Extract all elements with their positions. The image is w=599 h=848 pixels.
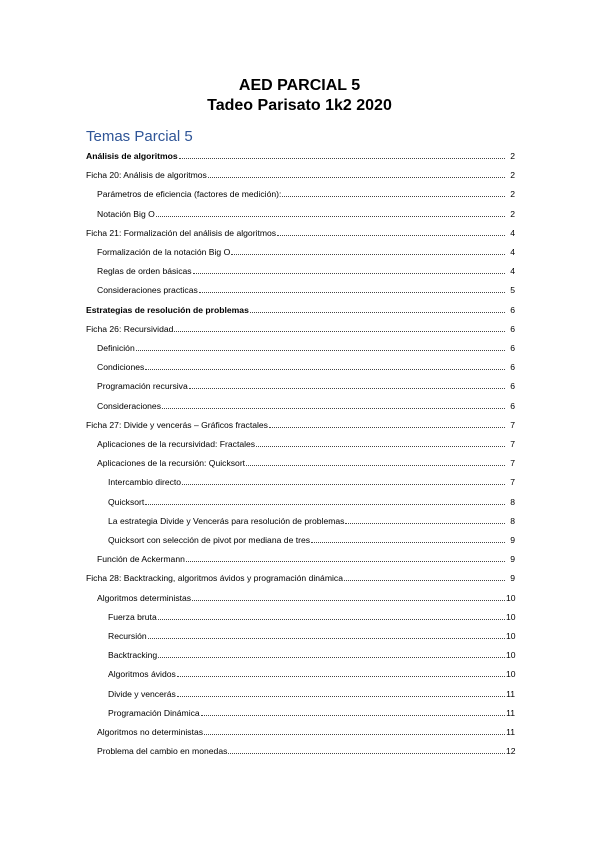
toc-entry[interactable] xyxy=(86,321,515,335)
toc-leader-dots xyxy=(282,195,505,197)
toc-entry[interactable] xyxy=(97,282,515,296)
toc-entry-page-number: 10 xyxy=(506,611,516,622)
toc-entry-page-number: 11 xyxy=(506,727,515,737)
toc-entry[interactable] xyxy=(97,263,515,277)
toc-entry-label: Consideraciones practicas xyxy=(97,285,198,296)
toc-leader-dots xyxy=(145,368,505,370)
toc-leader-dots xyxy=(158,656,505,658)
toc-entry-label: Fuerza bruta xyxy=(108,611,157,622)
toc-entry-label: Notación Big O xyxy=(97,208,155,219)
toc-entry-label: Divide y vencerás xyxy=(108,688,176,699)
toc-entry-label: Recursión xyxy=(108,631,147,641)
toc-entry-page-number: 11 xyxy=(506,707,515,718)
toc-entry[interactable] xyxy=(97,743,515,757)
toc-entry[interactable] xyxy=(108,494,515,508)
toc-entry[interactable] xyxy=(97,551,515,565)
toc-entry[interactable] xyxy=(86,148,515,162)
toc-entry-label: Ficha 21: Formalización del análisis de algoritmos xyxy=(86,227,277,238)
toc-entry-label: Quicksort con selección de pivot por mediana de tres xyxy=(108,535,311,545)
toc-entry-page-number: 10 xyxy=(506,631,516,641)
toc-entry-page-number: 7 xyxy=(510,419,515,430)
toc-leader-dots xyxy=(177,695,505,697)
toc-leader-dots xyxy=(204,733,505,735)
toc-entry[interactable] xyxy=(86,417,515,431)
toc-leader-dots xyxy=(158,618,505,620)
toc-entry-page-number: 6 xyxy=(510,343,515,353)
toc-entry-label: Función de Ackermann xyxy=(97,554,185,565)
toc-leader-dots xyxy=(201,714,505,716)
toc-entry-page-number: 11 xyxy=(506,688,515,699)
toc-heading: Temas Parcial 5 xyxy=(86,128,193,145)
toc-entry-page-number: 2 xyxy=(510,170,515,181)
toc-entry-label: Ficha 26: Recursividad xyxy=(86,323,174,334)
toc-leader-dots xyxy=(311,541,505,543)
toc-leader-dots xyxy=(156,215,505,217)
toc-leader-dots xyxy=(148,637,505,639)
toc-entry-label: Ficha 20: Análisis de algoritmos xyxy=(86,170,207,181)
toc-entry-label: Ficha 27: Divide y vencerás – Gráficos fractales xyxy=(86,419,268,430)
toc-leader-dots xyxy=(344,579,505,581)
toc-entry-page-number: 7 xyxy=(510,458,515,469)
toc-entry-page-number: 7 xyxy=(510,439,515,449)
toc-entry-page-number: 4 xyxy=(510,247,515,257)
toc-entry[interactable] xyxy=(97,436,515,450)
toc-entry-label: Definición xyxy=(97,343,135,353)
toc-entry-label: Reglas de orden básicas xyxy=(97,266,192,277)
toc-entry-page-number: 6 xyxy=(510,400,515,411)
toc-entry-page-number: 12 xyxy=(506,746,516,757)
toc-entry-label: Ficha 28: Backtracking, algoritmos ávidos y programación dinámica xyxy=(86,573,343,584)
toc-entry[interactable] xyxy=(86,302,515,316)
toc-entry[interactable] xyxy=(108,705,515,719)
toc-entry[interactable] xyxy=(97,359,515,373)
toc-leader-dots xyxy=(193,272,505,274)
toc-leader-dots xyxy=(145,503,505,505)
toc-leader-dots xyxy=(199,291,505,293)
toc-entry-page-number: 10 xyxy=(506,592,516,603)
toc-entry-page-number: 10 xyxy=(506,650,516,661)
toc-entry[interactable] xyxy=(97,398,515,412)
toc-entry[interactable] xyxy=(97,244,515,258)
toc-leader-dots xyxy=(177,675,505,677)
toc-entry-page-number: 8 xyxy=(510,515,515,526)
toc-entry-page-number: 9 xyxy=(510,535,515,545)
toc-leader-dots xyxy=(186,560,505,562)
toc-leader-dots xyxy=(231,253,505,255)
toc-entry-page-number: 6 xyxy=(510,323,515,334)
toc-entry-label: Algoritmos ávidos xyxy=(108,669,176,680)
toc-entry-label: La estrategia Divide y Vencerás para resolución de problemas xyxy=(108,515,345,526)
toc-entry[interactable] xyxy=(108,474,515,488)
toc-entry-label: Algoritmos no deterministas xyxy=(97,727,204,737)
toc-leader-dots xyxy=(162,407,505,409)
toc-entry-page-number: 7 xyxy=(510,477,515,488)
toc-leader-dots xyxy=(345,522,505,524)
toc-entry[interactable] xyxy=(108,628,515,642)
toc-entry-label: Programación Dinámica xyxy=(108,707,200,718)
toc-leader-dots xyxy=(182,483,505,485)
toc-entry-page-number: 10 xyxy=(506,669,516,680)
toc-leader-dots xyxy=(269,426,505,428)
toc-entry[interactable] xyxy=(108,666,515,680)
toc-entry-page-number: 9 xyxy=(510,554,515,565)
toc-leader-dots xyxy=(277,234,505,236)
toc-leader-dots xyxy=(179,157,505,159)
toc-entry-page-number: 4 xyxy=(510,227,515,238)
toc-entry-page-number: 5 xyxy=(510,285,515,296)
toc-entry-label: Intercambio directo xyxy=(108,477,182,488)
toc-entry-label: Parámetros de eficiencia (factores de medición): xyxy=(97,189,282,200)
toc-leader-dots xyxy=(208,176,505,178)
toc-entry[interactable] xyxy=(108,609,515,623)
toc-entry[interactable] xyxy=(86,570,515,584)
toc-entry[interactable] xyxy=(108,513,515,527)
toc-entry-label: Aplicaciones de la recursividad: Fractales xyxy=(97,439,256,449)
toc-entry[interactable] xyxy=(86,225,515,239)
toc-entry-page-number: 2 xyxy=(510,189,515,200)
document-title: AED PARCIAL 5 xyxy=(238,77,361,94)
toc-entry-page-number: 8 xyxy=(510,496,515,507)
toc-leader-dots xyxy=(256,445,505,447)
toc-entry[interactable] xyxy=(108,532,515,546)
toc-entry-label: Formalización de la notación Big O xyxy=(97,247,231,257)
toc-entry-page-number: 6 xyxy=(510,362,515,373)
toc-entry[interactable] xyxy=(97,378,515,392)
toc-entry-page-number: 4 xyxy=(510,266,515,277)
toc-entry[interactable] xyxy=(97,186,515,200)
toc-leader-dots xyxy=(192,599,505,601)
toc-leader-dots xyxy=(250,311,505,313)
toc-entry-label: Backtracking xyxy=(108,650,158,661)
toc-entry-label: Quicksort xyxy=(108,496,145,507)
toc-entry-page-number: 9 xyxy=(510,573,515,584)
toc-entry[interactable] xyxy=(97,206,515,220)
toc-entry-page-number: 6 xyxy=(510,381,515,392)
toc-entry-label: Análisis de algoritmos xyxy=(86,151,178,161)
toc-entry-page-number: 2 xyxy=(510,151,515,161)
toc-leader-dots xyxy=(246,464,505,466)
toc-entry[interactable] xyxy=(108,647,515,661)
toc-entry-label: Aplicaciones de la recursión: Quicksort xyxy=(97,458,246,469)
toc-entry[interactable] xyxy=(108,686,515,700)
toc-leader-dots xyxy=(189,387,505,389)
toc-leader-dots xyxy=(228,752,505,754)
toc-entry[interactable] xyxy=(97,724,515,738)
toc-entry[interactable] xyxy=(86,167,515,181)
toc-entry-label: Consideraciones xyxy=(97,400,162,411)
toc-entry-label: Condiciones xyxy=(97,362,145,373)
toc-entry-label: Programación recursiva xyxy=(97,381,188,392)
toc-leader-dots xyxy=(174,330,505,332)
toc-entry-label: Estrategias de resolución de problemas xyxy=(86,304,249,315)
document-subtitle: Tadeo Parisato 1k2 2020 xyxy=(207,97,392,114)
toc-entry[interactable] xyxy=(97,590,515,604)
toc-entry-page-number: 2 xyxy=(510,208,515,219)
toc-entry[interactable] xyxy=(97,455,515,469)
toc-entry[interactable] xyxy=(97,340,515,354)
toc-entry-label: Algoritmos deterministas xyxy=(97,592,192,603)
toc-entry-label: Problema del cambio en monedas xyxy=(97,746,228,757)
toc-entry-page-number: 6 xyxy=(510,304,515,315)
toc-leader-dots xyxy=(136,349,505,351)
